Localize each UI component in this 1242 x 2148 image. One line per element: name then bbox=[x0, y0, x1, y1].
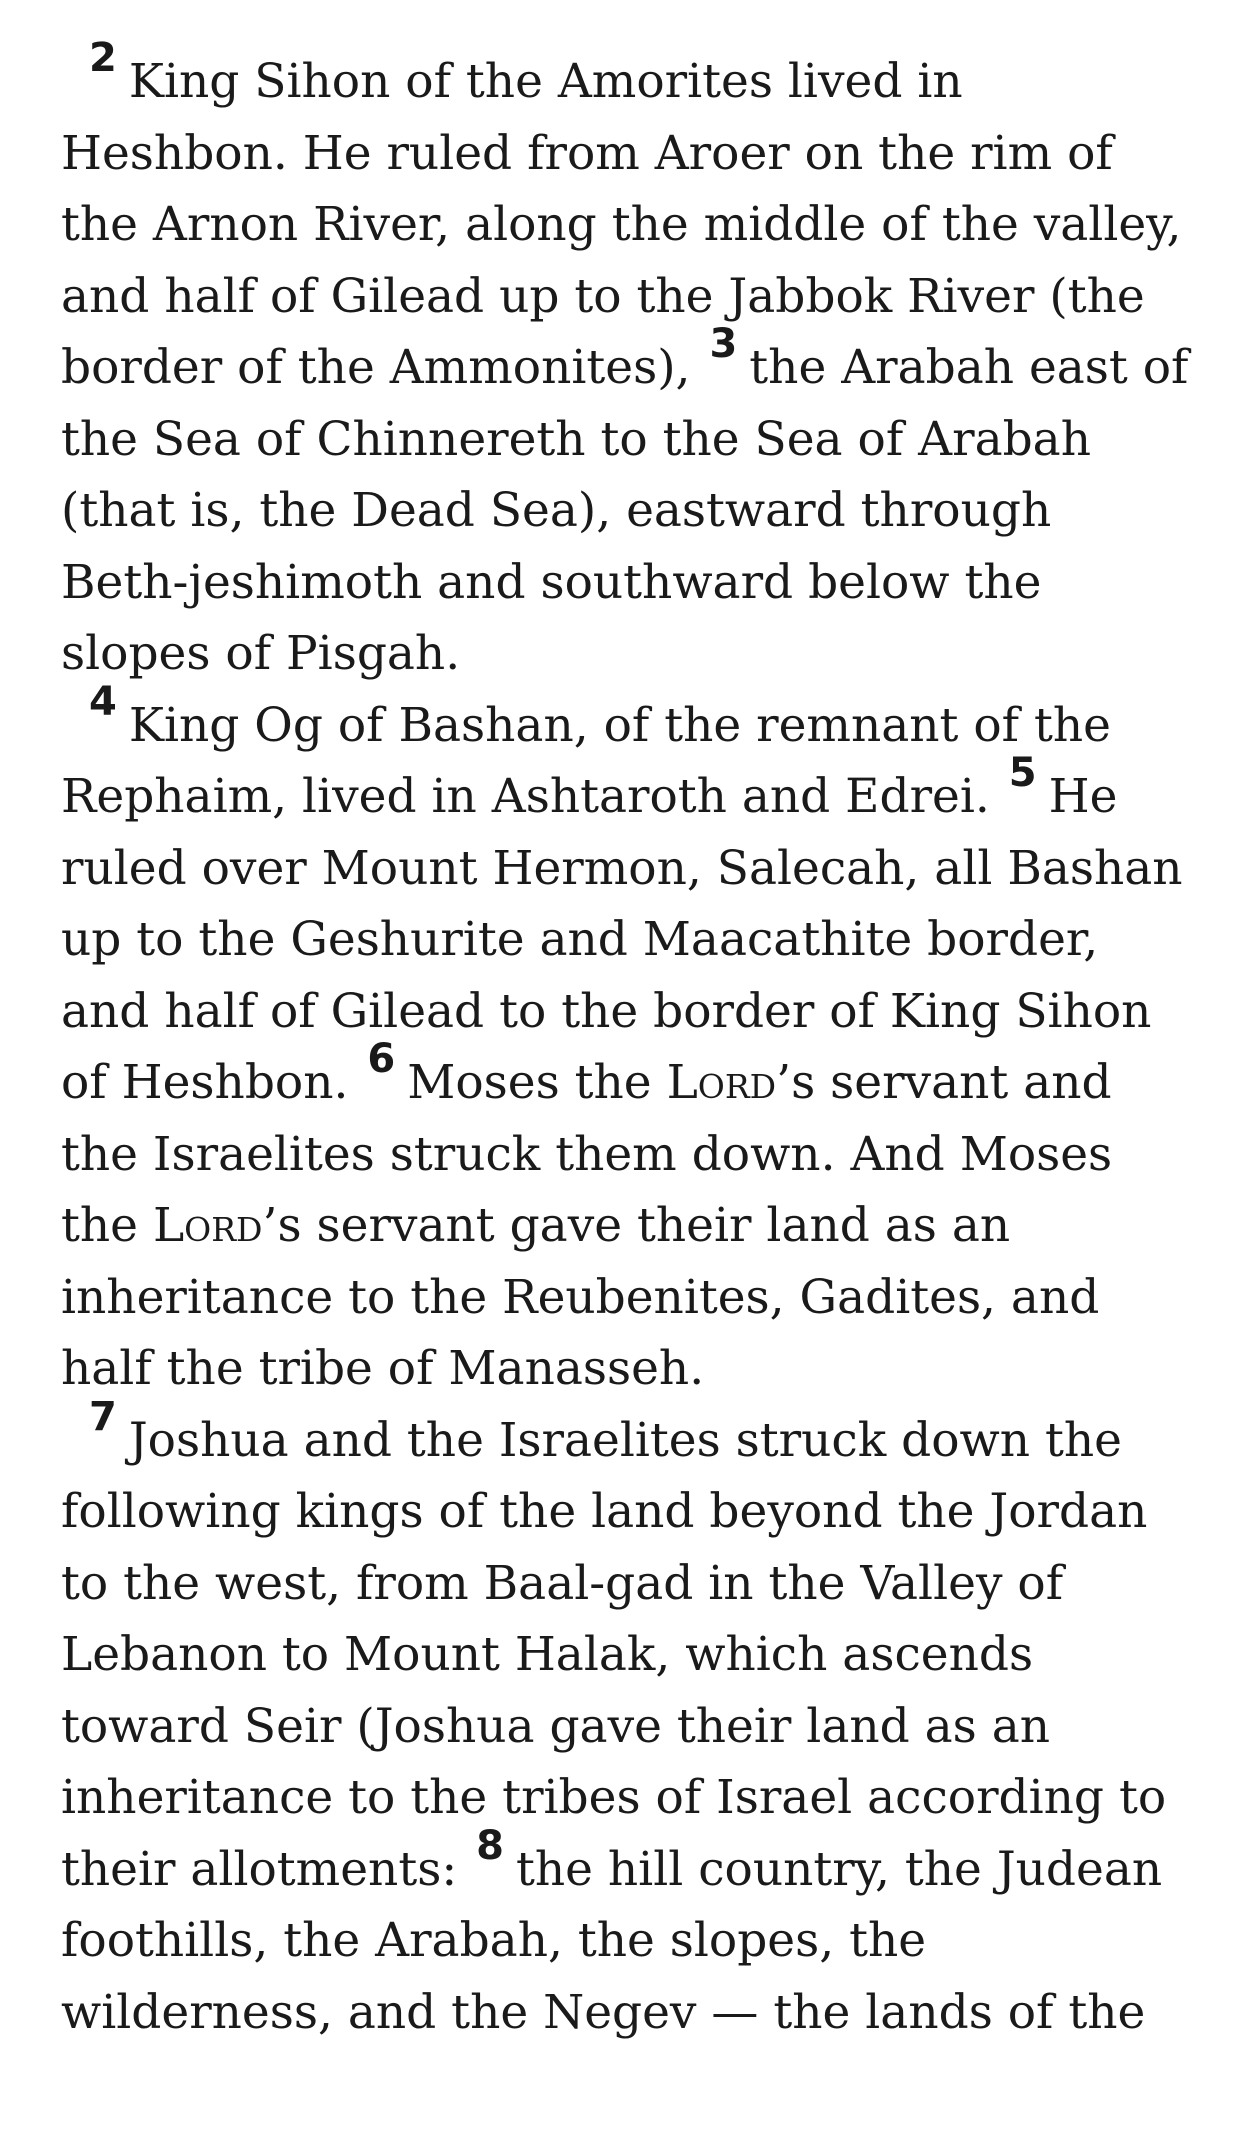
verse-number: 4 bbox=[89, 678, 117, 725]
verse-number: 6 bbox=[367, 1036, 396, 1082]
verse-text: Joshua and the Israelites struck down the following kings of the land beyond the Jordan to the west, from Baal-gad in the Valley of Lebanon to Mount Halak, which ascends toward Seir (Joshua gave their land as an inheritance to the tribes of Israel according to their allotments: bbox=[61, 1412, 1167, 1897]
verse-number: 7 bbox=[89, 1393, 117, 1440]
verse-number: 8 bbox=[476, 1822, 504, 1869]
verse-number: 5 bbox=[1008, 750, 1037, 796]
verse-text: the hill country, the Judean foothills, the Arabah, the slopes, the wilderness, and the Negev — the lands of the bbox=[61, 1841, 1163, 2040]
paragraph bbox=[61, 1393, 1191, 2049]
verse-text: the Arabah east of the Sea of Chinnereth to the Sea of Arabah (that is, the Dead Sea), eastward through Beth-jeshimoth and southward below the slopes of Pisgah. bbox=[61, 340, 1189, 681]
verse-text: ’s servant and the Israelites struck them down. And Moses the bbox=[61, 1055, 1113, 1253]
reading-pane[interactable] bbox=[61, 35, 1191, 2048]
verse-number: 3 bbox=[709, 321, 738, 367]
divine-name: Lord bbox=[152, 1198, 263, 1253]
verse-text: King Og of Bashan, of the remnant of the Rephaim, lived in Ashtaroth and Edrei. bbox=[61, 697, 1111, 824]
paragraph bbox=[61, 678, 1191, 1405]
verse-text: He ruled over Mount Hermon, Salecah, all Bashan up to the Geshurite and Maacathite border, and half of Gilead to the border of King Sihon of Heshbon. bbox=[61, 769, 1183, 1110]
divine-name: Lord bbox=[666, 1055, 777, 1110]
verse-text: ’s servant gave their land as an inheritance to the Reubenites, Gadites, and half the tribe of Manasseh. bbox=[61, 1198, 1100, 1396]
verse-number: 2 bbox=[89, 35, 117, 81]
paragraph bbox=[61, 35, 1191, 690]
verse-text: Moses the bbox=[407, 1055, 652, 1110]
verse-text: King Sihon of the Amorites lived in Heshbon. He ruled from Aroer on the rim of the Arnon River, along the middle of the valley, and half of Gilead up to the Jabbok River (the border of the Ammonites), bbox=[61, 54, 1182, 395]
